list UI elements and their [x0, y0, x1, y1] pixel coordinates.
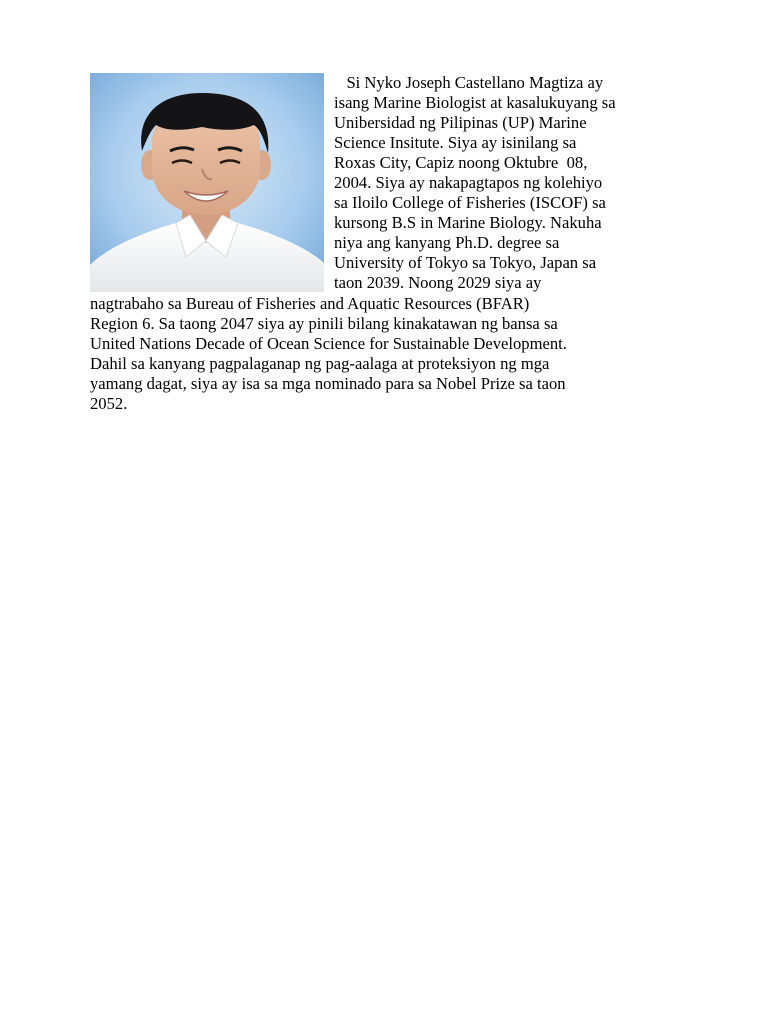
bio-line-9: niya ang kanyang Ph.D. degree sa — [334, 233, 560, 252]
bio-line-4: Science Insitute. Siya ay isinilang sa — [334, 133, 577, 152]
bio-line-10: University of Tokyo sa Tokyo, Japan sa — [334, 253, 597, 272]
bio-line-5: Roxas City, Capiz noong Oktubre 08, — [334, 153, 588, 172]
bio-line-14: United Nations Decade of Ocean Science for Sustainable Development. — [90, 334, 567, 353]
bio-line-3: Unibersidad ng Pilipinas (UP) Marine — [334, 113, 587, 132]
bio-line-2: isang Marine Biologist at kasalukuyang sa — [334, 93, 616, 112]
bio-line-1: Si Nyko Joseph Castellano Magtiza ay — [334, 73, 604, 92]
bio-line-16: yamang dagat, siya ay isa sa mga nominado para sa Nobel Prize sa taon — [90, 374, 566, 393]
bio-line-7: sa Iloilo College of Fisheries (ISCOF) sa — [334, 193, 606, 212]
portrait-photo — [90, 73, 324, 292]
bio-line-11: taon 2039. Noong 2029 siya ay — [334, 273, 542, 292]
bio-line-6: 2004. Siya ay nakapagtapos ng kolehiyo — [334, 173, 603, 192]
portrait-image — [90, 73, 324, 292]
bio-line-8: kursong B.S in Marine Biology. Nakuha — [334, 213, 602, 232]
bio-line-17: 2052. — [90, 394, 128, 413]
bio-line-13: Region 6. Sa taong 2047 siya ay pinili bilang kinakatawan ng bansa sa — [90, 314, 558, 333]
bio-line-12: nagtrabaho sa Bureau of Fisheries and Aquatic Resources (BFAR) — [90, 294, 530, 313]
bio-line-15: Dahil sa kanyang pagpalaganap ng pag-aalaga at proteksiyon ng mga — [90, 354, 550, 373]
